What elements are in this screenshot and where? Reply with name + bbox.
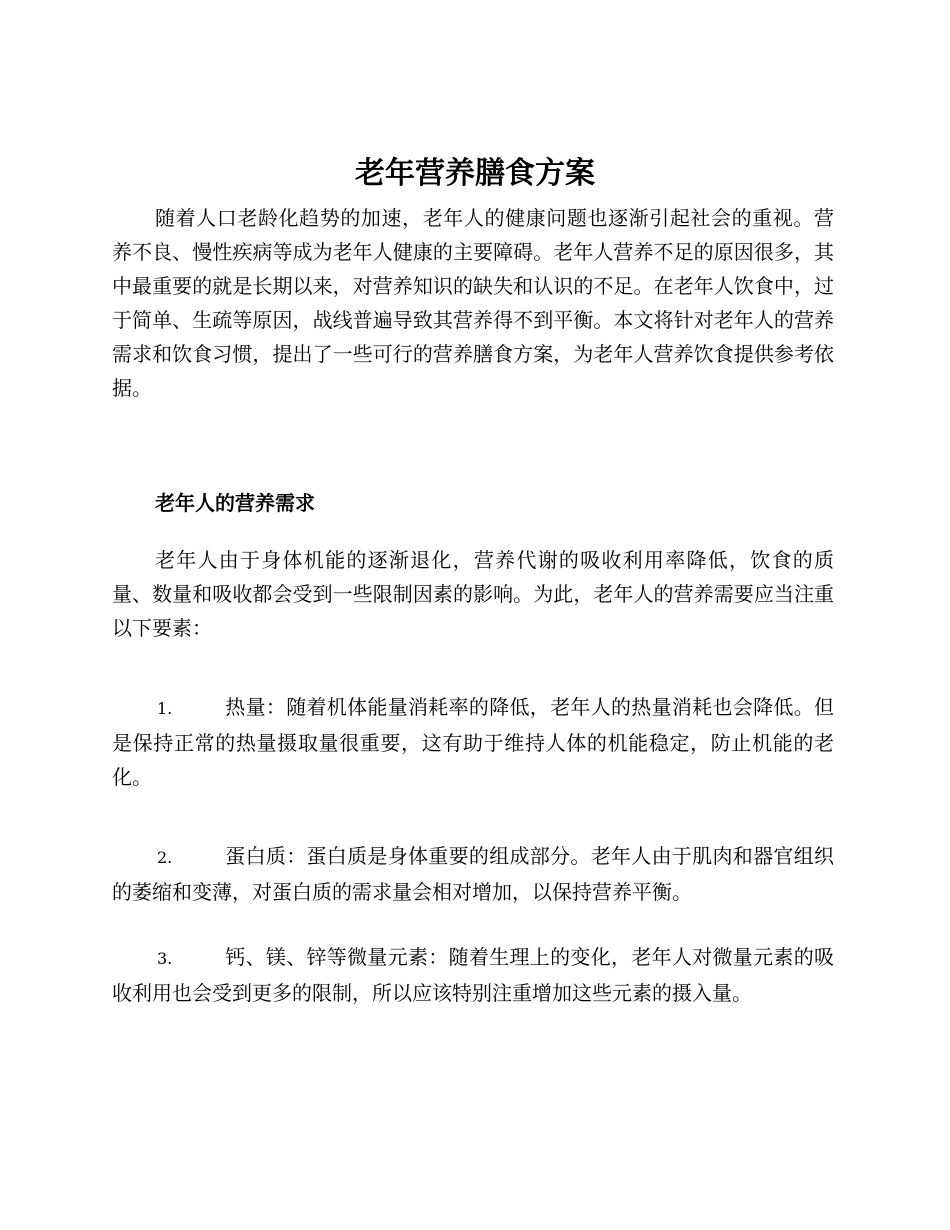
- list-item: [112, 690, 834, 794]
- list-item-number: 1.: [157, 699, 173, 718]
- list-item: [112, 940, 834, 1010]
- intro-paragraph: 随着人口老龄化趋势的加速，老年人的健康问题也逐渐引起社会的重视。营养不良、慢性疾病等成为老年人健康的主要障碍。老年人营养不足的原因很多，其中最重要的就是长期以来，对营养知识的缺失和认识的不足。在老年人饮食中，过于简单、生疏等原因，战线普遍导致其营养得不到平衡。本文将针对老年人的营养需求和饮食习惯，提出了一些可行的营养膳食方案，为老年人营养饮食提供参考依据。: [112, 206, 834, 400]
- list-item-text: 热量：随着机体能量消耗率的降低，老年人的热量消耗也会降低。但是保持正常的热量摄取量很重要，这有助于维持人体的机能稳定，防止机能的老化。: [112, 695, 834, 789]
- list-item-number: 3.: [157, 949, 173, 968]
- section-heading-block: [112, 486, 834, 520]
- list-item-1: [112, 690, 834, 794]
- list-item-2: [112, 839, 834, 909]
- section-intro-block: [112, 543, 834, 645]
- document-title: 老年营养膳食方案: [355, 156, 595, 191]
- list-item-text: 钙、镁、锌等微量元素：随着生理上的变化，老年人对微量元素的吸收利用也会受到更多的限制，所以应该特别注重增加这些元素的摄入量。: [112, 945, 834, 1005]
- list-item-text: 蛋白质：蛋白质是身体重要的组成部分。老年人由于肌肉和器官组织的萎缩和变薄，对蛋白质的需求量会相对增加，以保持营养平衡。: [112, 844, 834, 904]
- section-intro-paragraph: 老年人由于身体机能的逐渐退化，营养代谢的吸收利用率降低，饮食的质量、数量和吸收都会受到一些限制因素的影响。为此，老年人的营养需要应当注重以下要素：: [112, 548, 834, 640]
- intro-block: [112, 201, 834, 405]
- list-item-number: 2.: [157, 848, 173, 867]
- section-heading: 老年人的营养需求: [155, 491, 315, 515]
- list-item-3: [112, 940, 834, 1010]
- list-item: [112, 839, 834, 909]
